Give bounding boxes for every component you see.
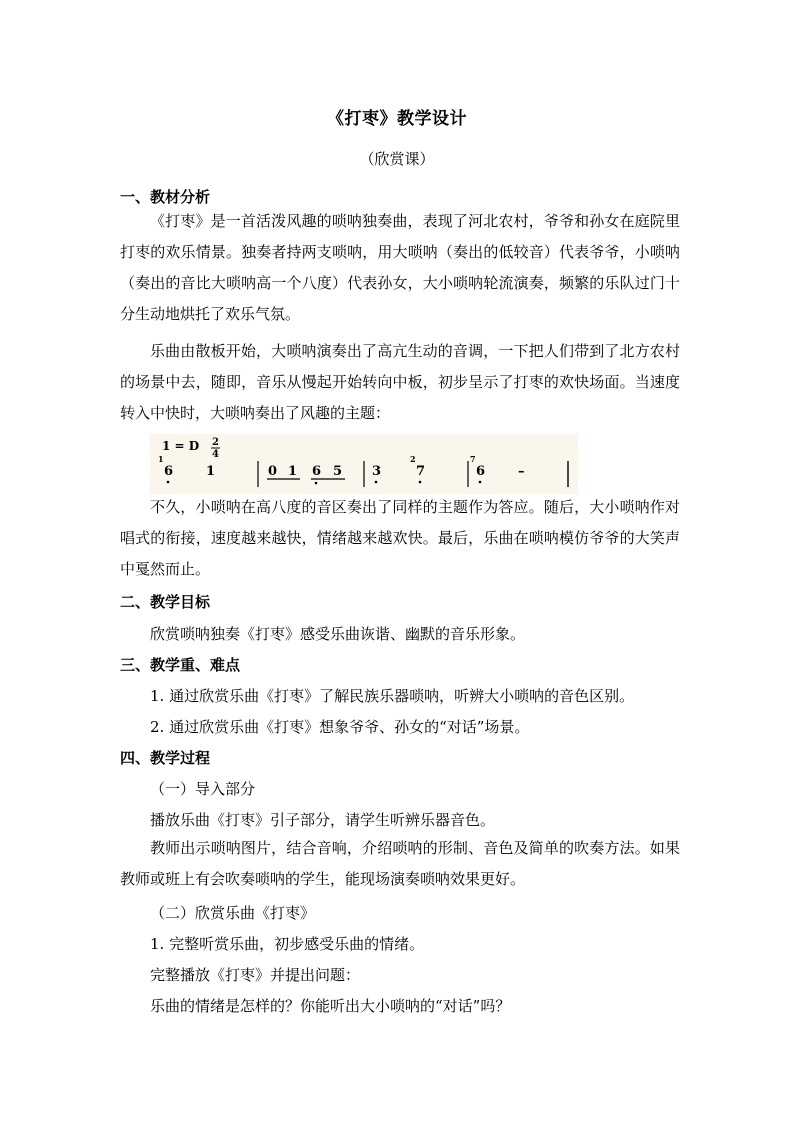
music-score: [150, 434, 578, 494]
score-note-3: 0: [268, 464, 278, 479]
process-line-1: 播放乐曲《打枣》引子部分，请学生听辨乐器音色。: [150, 811, 496, 829]
section-heading-process: 四、教学过程: [120, 749, 211, 767]
grace-note-2: 2: [410, 454, 416, 464]
score-note-1: 6: [164, 464, 174, 479]
process-item-1: 1. 完整听赏乐曲，初步感受乐曲的情绪。: [150, 935, 425, 953]
score-note-9: 6: [476, 464, 486, 479]
key-point-1: 1. 通过欣赏乐曲《打枣》了解民族乐器唢呐，听辨大小唢呐的音色区别。: [150, 687, 635, 705]
score-note-5: 6: [312, 464, 322, 479]
process-line-2: 完整播放《打枣》并提出问题：: [150, 966, 361, 984]
score-note-2: 1: [206, 464, 216, 479]
score-dash: –: [518, 464, 525, 479]
paragraph-teacher: 教师出示唢呐图片，结合音响，介绍唢呐的形制、音色及简单的吹奏方法。如果教师或班上有会吹奏唢呐的学生，能现场演奏唢呐效果更好。: [120, 839, 680, 888]
section-heading-analysis: 一、教材分析: [120, 188, 211, 206]
section-heading-key-points: 三、教学重、难点: [120, 656, 241, 674]
page-title: 《打枣》教学设计: [327, 109, 467, 129]
score-time-top: 2: [212, 437, 219, 448]
page-subtitle: （欣赏课）: [359, 150, 435, 168]
subheading-intro: （一）导入部分: [150, 780, 256, 798]
paragraph-intro: 《打枣》是一首活泼风趣的唢呐独奏曲，表现了河北农村，爷爷和孙女在庭院里打枣的欢乐情景。独奏者持两支唢呐，用大唢呐（奏出的低较音）代表爷爷，小唢呐（奏出的音比大唢呐高一个八度）代表孙女，大小唢呐轮流演奏，频繁的乐队过门十分生动地烘托了欢乐气氛。: [120, 212, 680, 323]
score-note-8: 7: [416, 464, 426, 479]
subheading-listen: （二）欣赏乐曲《打枣》: [150, 904, 316, 922]
process-question: 乐曲的情绪是怎样的？你能听出大小唢呐的“对话”吗？: [150, 997, 511, 1015]
score-note-7: 3: [372, 464, 382, 479]
key-point-2: 2. 通过欣赏乐曲《打枣》想象爷爷、孙女的“对话”场景。: [150, 718, 530, 736]
score-note-4: 1: [288, 464, 298, 479]
grace-note-1: 1: [158, 454, 164, 464]
score-key: 1 = D: [162, 439, 200, 453]
section-heading-goals: 二、教学目标: [120, 593, 211, 611]
score-note-6: 5: [333, 464, 343, 479]
score-time-bottom: 4: [212, 449, 219, 460]
grace-note-3: 7: [470, 454, 476, 464]
paragraph-ending: 不久，小唢呐在高八度的音区奏出了同样的主题作为答应。随后，大小唢呐作对唱式的衔接，速度越来越快，情绪越来越欢快。最后，乐曲在唢呐模仿爷爷的大笑声中戛然而止。: [120, 498, 680, 578]
goal-line: 欣赏唢呐独奏《打枣》感受乐曲诙谐、幽默的音乐形象。: [150, 625, 526, 643]
paragraph-structure: 乐曲由散板开始，大唢呐演奏出了高亢生动的音调，一下把人们带到了北方农村的场景中去，随即，音乐从慢起开始转向中板，初步呈示了打枣的欢快场面。当速度转入中快时，大唢呐奏出了风趣的主题：: [120, 342, 680, 422]
